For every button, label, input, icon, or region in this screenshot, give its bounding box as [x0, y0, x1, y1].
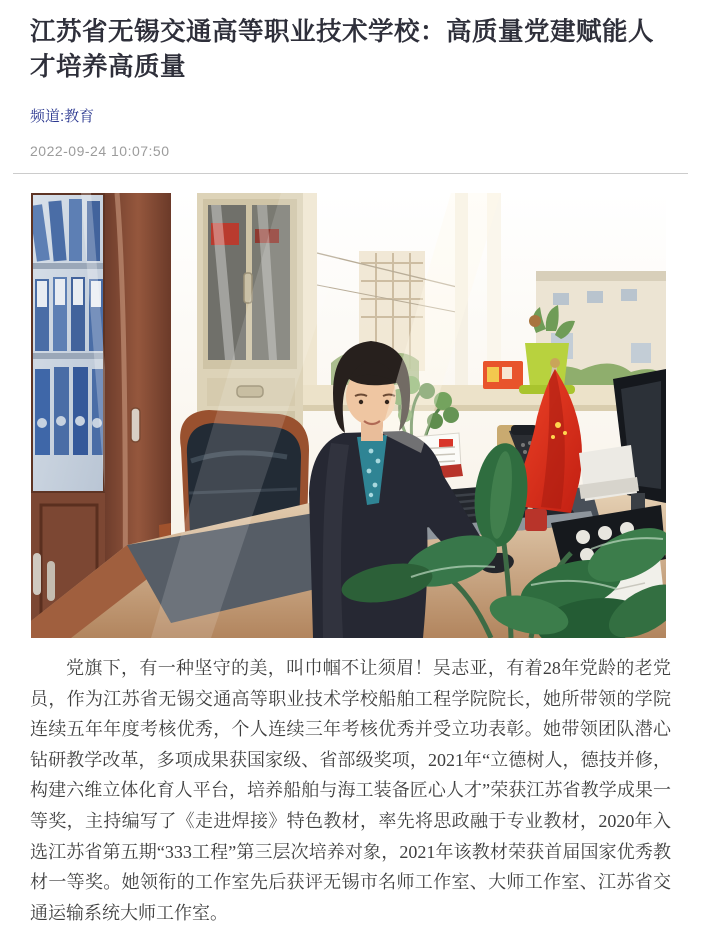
divider [13, 173, 688, 174]
article-timestamp: 2022-09-24 10:07:50 [30, 143, 170, 159]
office-photo-illustration [31, 193, 666, 638]
article-photo [31, 193, 666, 638]
red-box-on-sill [483, 361, 523, 389]
channel-link[interactable]: 频道:教育 [30, 108, 95, 125]
article-title: 江苏省无锡交通高等职业技术学校：高质量党建赋能人才培养高质量 [30, 17, 655, 81]
article-paragraph: 党旗下，有一种坚守的美，叫巾帼不让须眉！吴志亚，有着28年党龄的老党员，作为江苏省无锡交通高等职业技术学校船舶工程学院院长，她所带领的学院连续五年年度考核优秀，个人连续三年考核优秀并受立功表彰。她带领团队潜心钻研教学改革，多项成果获国家级、省部级奖项，2021年“立德树人，德技并修，构建六维立体化育人平台，培养船舶与海工装备匠心人才”荣获江苏省教学成果一等奖，主持编写了《走进焊接》特色教材，率先将思政融于专业教材，2020年入选江苏省第五期“333工程”第三层次培养对象，2021年该教材荣获首届国家优秀教材一等奖。她领衔的工作室先后获评无锡市名师工作室、大师工作室、江苏省交通运输系统大师工作室。 [30, 658, 671, 923]
